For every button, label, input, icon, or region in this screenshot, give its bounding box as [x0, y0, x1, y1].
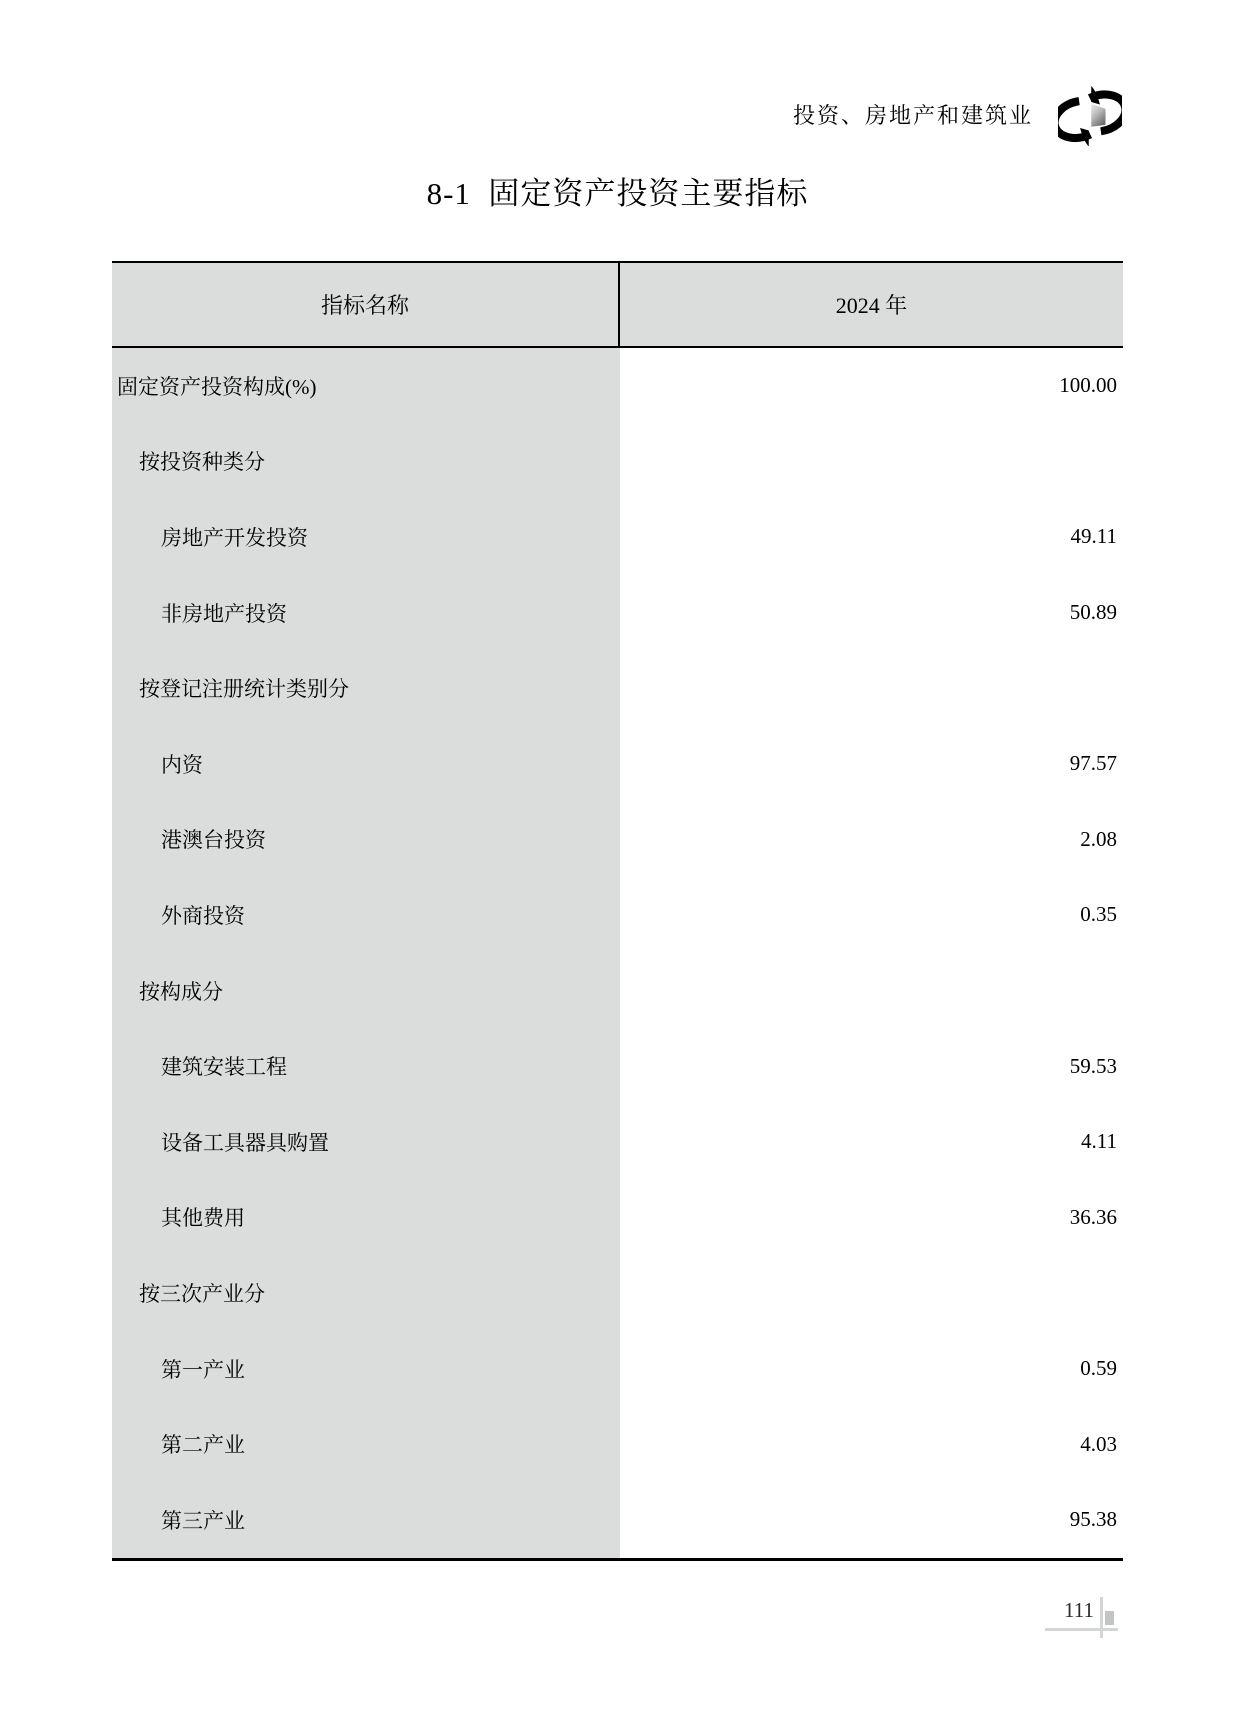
table-row — [112, 1482, 1123, 1558]
row-label: 第一产业 — [112, 1331, 620, 1407]
row-label: 按三次产业分 — [112, 1255, 620, 1331]
row-label: 其他费用 — [112, 1180, 620, 1256]
row-value: 0.35 — [620, 877, 1123, 953]
row-value: 59.53 — [620, 1028, 1123, 1104]
column-header-2024: 2024 年 — [835, 293, 908, 318]
publisher-swirl-logo-icon — [1058, 84, 1122, 146]
table-row — [112, 726, 1123, 802]
row-value: 2.08 — [620, 802, 1123, 878]
table-row — [112, 1406, 1123, 1482]
page-title: 8-1 固定资产投资主要指标 — [426, 176, 809, 211]
table-row — [112, 1255, 1123, 1331]
table-row — [112, 424, 1123, 500]
footer-horizontal-rule — [1045, 1628, 1118, 1631]
table-row — [112, 953, 1123, 1029]
table-row — [112, 348, 1123, 424]
table-row — [112, 1331, 1123, 1407]
row-label: 第三产业 — [112, 1482, 620, 1558]
table-row — [112, 1028, 1123, 1104]
table-row — [112, 1104, 1123, 1180]
row-value — [620, 650, 1123, 726]
row-label: 建筑安装工程 — [112, 1028, 620, 1104]
table-row — [112, 575, 1123, 651]
table-row — [112, 650, 1123, 726]
indicator-table — [112, 261, 1123, 1561]
row-label: 内资 — [112, 726, 620, 802]
row-label: 第二产业 — [112, 1406, 620, 1482]
section-header: 投资、房地产和建筑业 — [792, 103, 1033, 128]
footer-square-mark — [1105, 1611, 1114, 1625]
row-value: 50.89 — [620, 575, 1123, 651]
row-value — [620, 1255, 1123, 1331]
row-value: 4.11 — [620, 1104, 1123, 1180]
table-body — [112, 348, 1123, 1558]
row-label: 外商投资 — [112, 877, 620, 953]
row-label: 房地产开发投资 — [112, 499, 620, 575]
row-value — [620, 424, 1123, 500]
row-label: 按登记注册统计类别分 — [112, 650, 620, 726]
row-value: 97.57 — [620, 726, 1123, 802]
table-header-row — [112, 261, 1123, 348]
row-value: 0.59 — [620, 1331, 1123, 1407]
row-value: 49.11 — [620, 499, 1123, 575]
page-number: 111 — [1064, 1598, 1094, 1622]
table-row — [112, 802, 1123, 878]
row-label: 固定资产投资构成(%) — [112, 348, 620, 424]
row-label: 设备工具器具购置 — [112, 1104, 620, 1180]
row-value: 36.36 — [620, 1180, 1123, 1256]
row-label: 按构成分 — [112, 953, 620, 1029]
column-header-indicator: 指标名称 — [112, 263, 620, 346]
row-label: 按投资种类分 — [112, 424, 620, 500]
row-value: 4.03 — [620, 1406, 1123, 1482]
row-value: 100.00 — [620, 348, 1123, 424]
table-row — [112, 1180, 1123, 1256]
table-row — [112, 499, 1123, 575]
row-value — [620, 953, 1123, 1029]
footer-vertical-rule — [1100, 1597, 1103, 1638]
row-label: 港澳台投资 — [112, 802, 620, 878]
row-label: 非房地产投资 — [112, 575, 620, 651]
row-value: 95.38 — [620, 1482, 1123, 1558]
table-row — [112, 877, 1123, 953]
